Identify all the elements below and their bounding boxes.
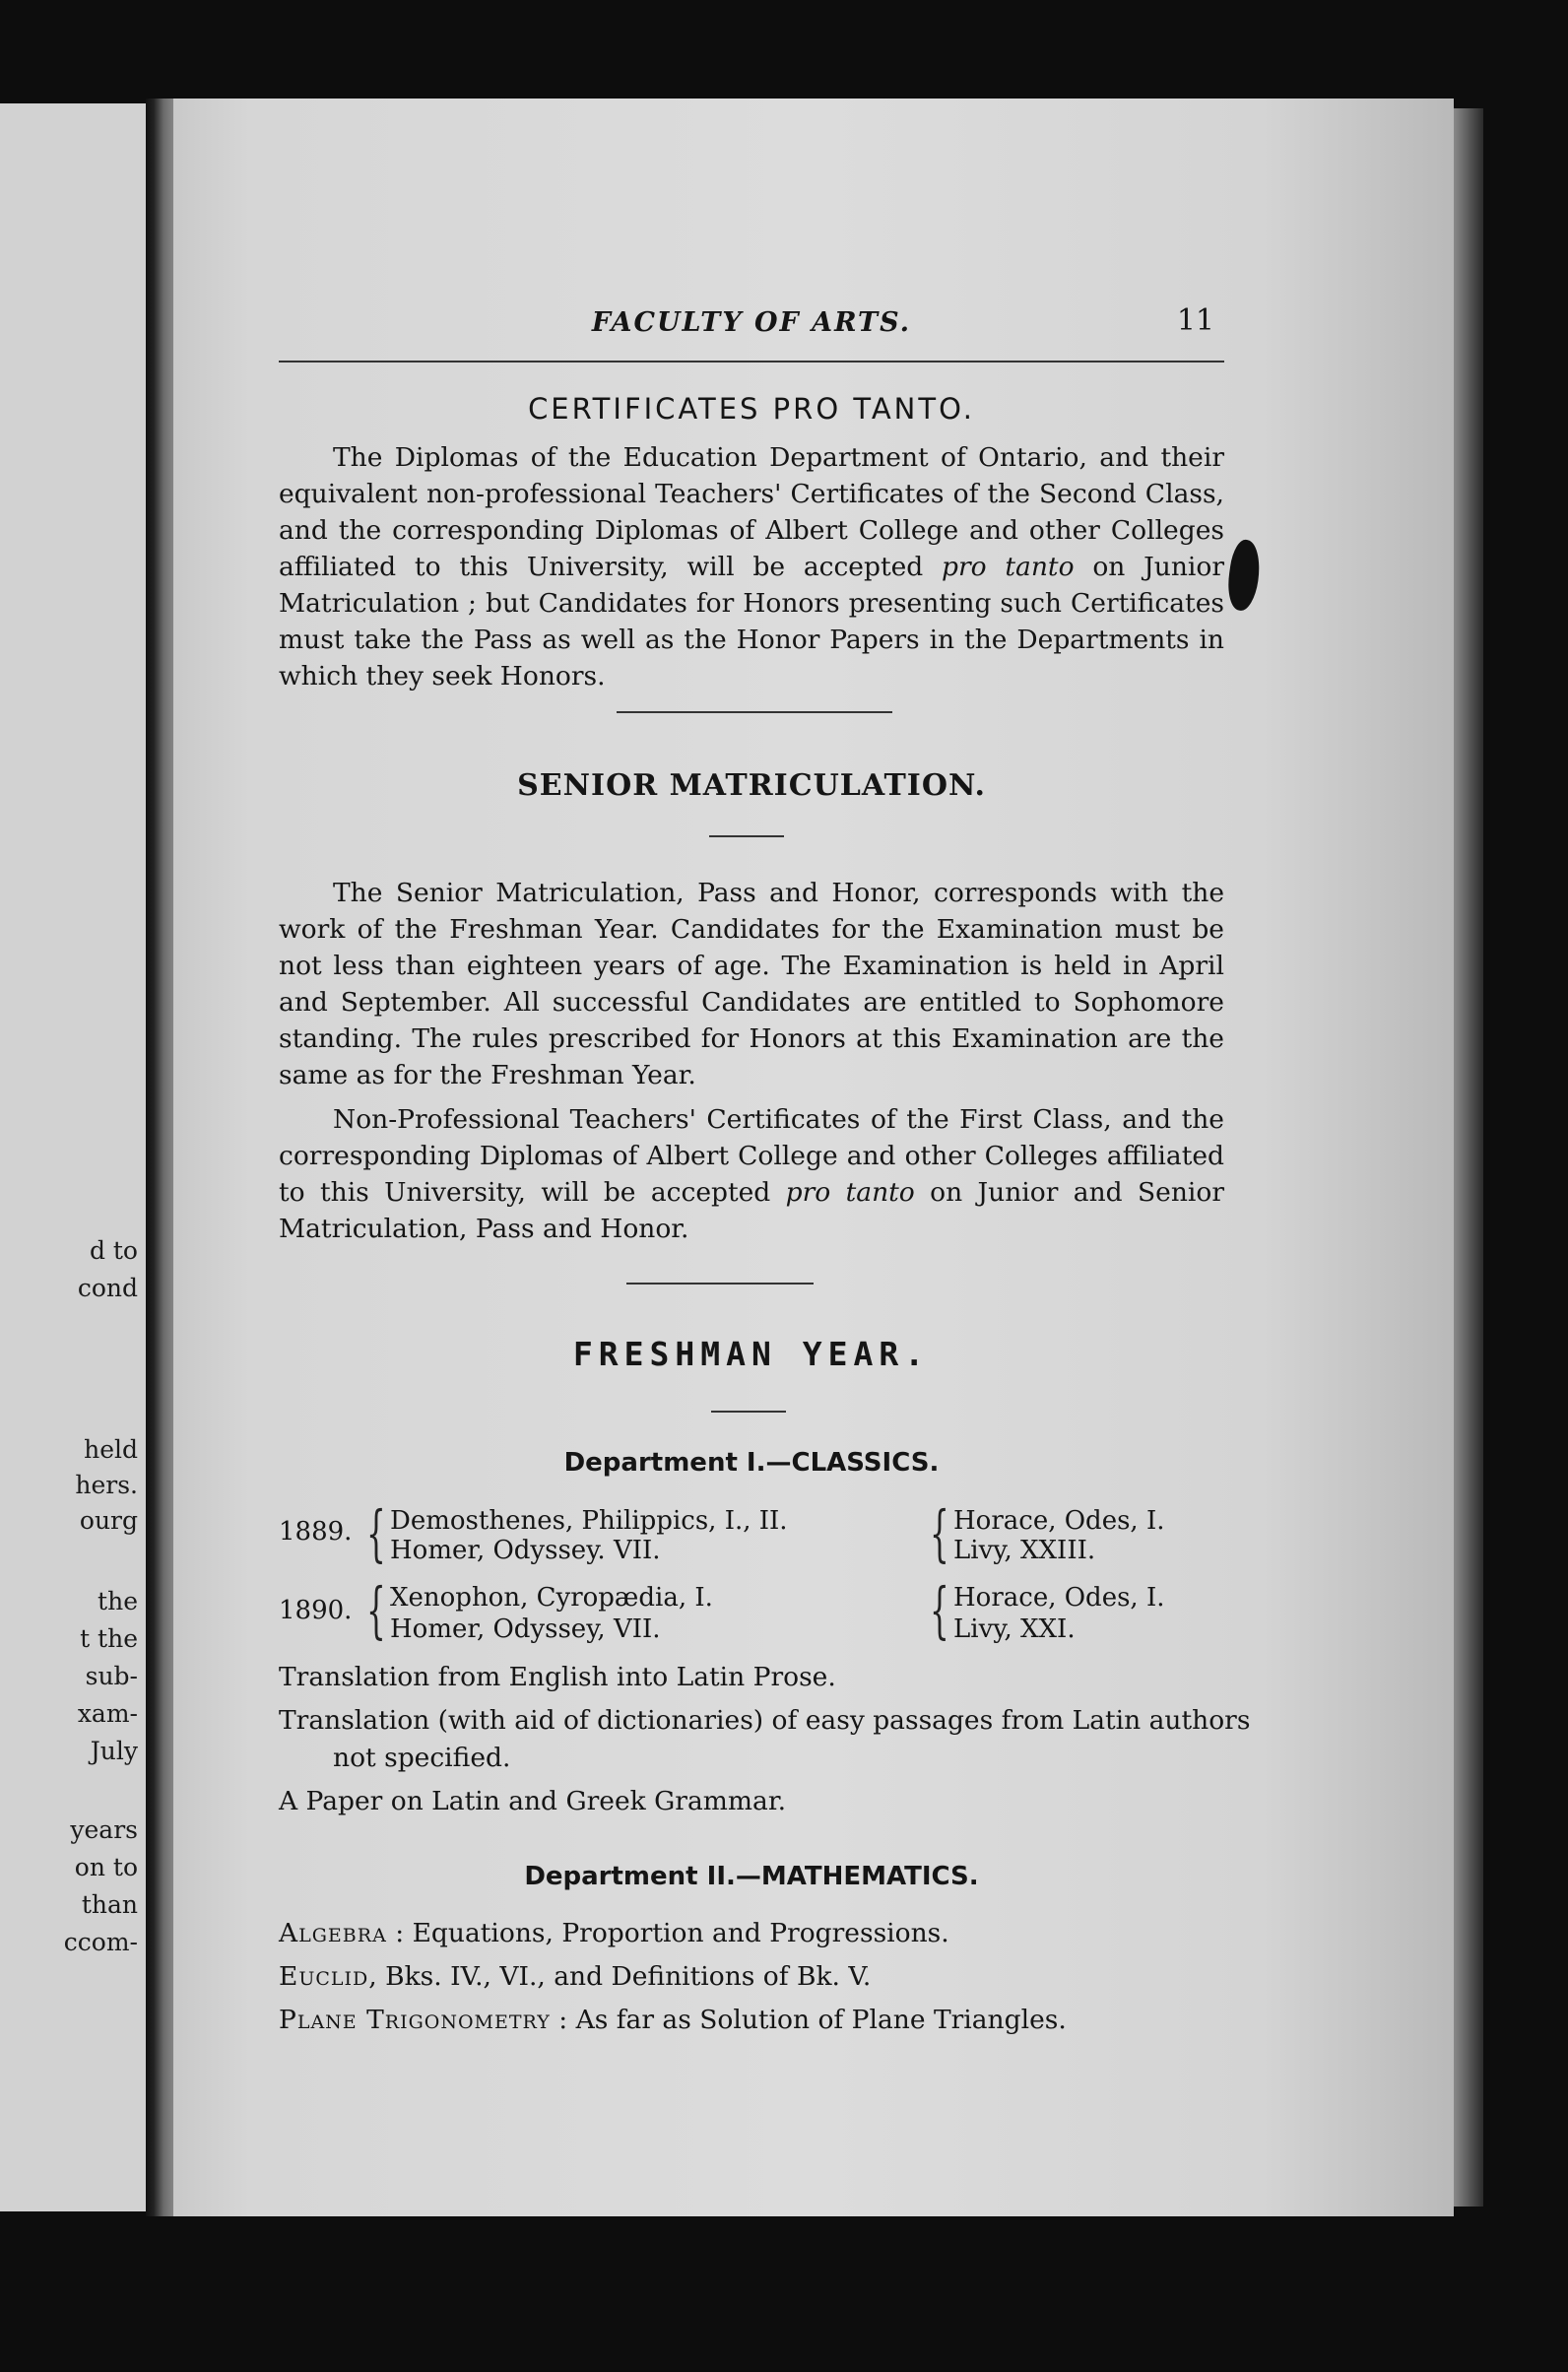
- brace-icon: {: [366, 1574, 386, 1646]
- left-facing-page: [0, 103, 146, 2211]
- requirement-line: Translation (with aid of dictionaries) of easy passages from Latin authors: [279, 1705, 1251, 1736]
- left-fragment: years: [70, 1815, 138, 1844]
- running-head: [279, 303, 1224, 347]
- requirement-line: Translation from English into Latin Prose.: [279, 1662, 836, 1692]
- left-fragment: ccom-: [63, 1928, 138, 1956]
- section-divider: [617, 711, 892, 713]
- left-fragment: on to: [74, 1853, 138, 1881]
- requirement-line: A Paper on Latin and Greek Grammar.: [279, 1786, 787, 1816]
- math-item: Plane Trigonometry : As far as Solution of Plane Triangles.: [279, 2005, 1067, 2035]
- author-left: Homer, Odyssey. VII.: [390, 1536, 661, 1565]
- year-label: 1890.: [279, 1596, 353, 1625]
- heading-dept-mathematics: Department II.—MATHEMATICS.: [524, 1862, 979, 1891]
- left-fragment: held: [84, 1435, 138, 1464]
- paragraph-senior-1: The Senior Matriculation, Pass and Honor, corresponds with the work of the Freshman Year. Candidates for the Examination must be not less than eighteen years of age. The Examination is held in April and September. All successful Candidates are entitled to Sophomore standing. The rules prescribed for Honors at this Examination are the same as for the Freshman Year.: [279, 878, 1224, 1090]
- page-number: 11: [1176, 303, 1214, 338]
- author-right: Horace, Odes, I.: [953, 1506, 1165, 1536]
- year-label: 1889.: [279, 1517, 353, 1547]
- brace-icon: {: [930, 1574, 949, 1646]
- math-item: Algebra : Equations, Proportion and Progressions.: [279, 1918, 949, 1948]
- running-head-title: FACULTY OF ARTS.: [591, 307, 912, 338]
- left-fragment: t the: [80, 1624, 138, 1653]
- left-fragment: cond: [77, 1274, 138, 1302]
- author-right: Livy, XXIII.: [953, 1536, 1096, 1565]
- left-fragment: the: [98, 1587, 138, 1615]
- heading-dept-classics: Department I.—CLASSICS.: [563, 1448, 940, 1478]
- left-fragment: July: [90, 1737, 138, 1765]
- left-fragment: xam-: [77, 1699, 138, 1728]
- left-fragment: than: [81, 1890, 138, 1919]
- heading-underline: [709, 835, 784, 837]
- requirement-line: not specified.: [333, 1743, 511, 1773]
- section-divider: [626, 1283, 814, 1285]
- author-left: Homer, Odyssey, VII.: [390, 1614, 661, 1644]
- heading-certificates: CERTIFICATES PRO TANTO.: [528, 392, 975, 426]
- math-item: Euclid, Bks. IV., VI., and Definitions of Bk. V.: [279, 1961, 872, 1992]
- heading-senior-matriculation: SENIOR MATRICULATION.: [517, 768, 986, 803]
- heading-underline: [711, 1411, 786, 1413]
- author-right: Livy, XXI.: [953, 1614, 1076, 1644]
- left-fragment: sub-: [85, 1662, 138, 1690]
- left-fragment: d to: [89, 1236, 138, 1265]
- heading-freshman-year: FRESHMAN YEAR.: [572, 1335, 931, 1373]
- author-right: Horace, Odes, I.: [953, 1583, 1165, 1613]
- paragraph-certificates: The Diplomas of the Education Department of Ontario, and their equivalent non-professional Teachers' Certificates of the Second Class, and the corresponding Diplomas of Albert College and other Colleges affiliated to this University, will be accepted pro tanto on Junior Matriculation ; but Candidates for Honors presenting such Certificates must take the Pass as well as the Honor Papers in the Departments in which they seek Honors.: [279, 442, 1224, 692]
- author-left: Xenophon, Cyropædia, I.: [390, 1583, 713, 1613]
- brace-icon: {: [930, 1497, 949, 1569]
- running-head-rule: [279, 361, 1224, 362]
- author-left: Demosthenes, Philippics, I., II.: [390, 1506, 788, 1536]
- page-edge-shadow: [1454, 108, 1483, 2207]
- left-fragment: hers.: [75, 1471, 138, 1499]
- paragraph-senior-2: Non-Professional Teachers' Certificates of the First Class, and the corresponding Diplomas of Albert College and other Colleges affiliated to this University, will be accepted pro tanto on Junior and Senior Matriculation, Pass and Honor.: [279, 1104, 1224, 1244]
- brace-icon: {: [366, 1497, 386, 1569]
- left-fragment: ourg: [79, 1506, 138, 1535]
